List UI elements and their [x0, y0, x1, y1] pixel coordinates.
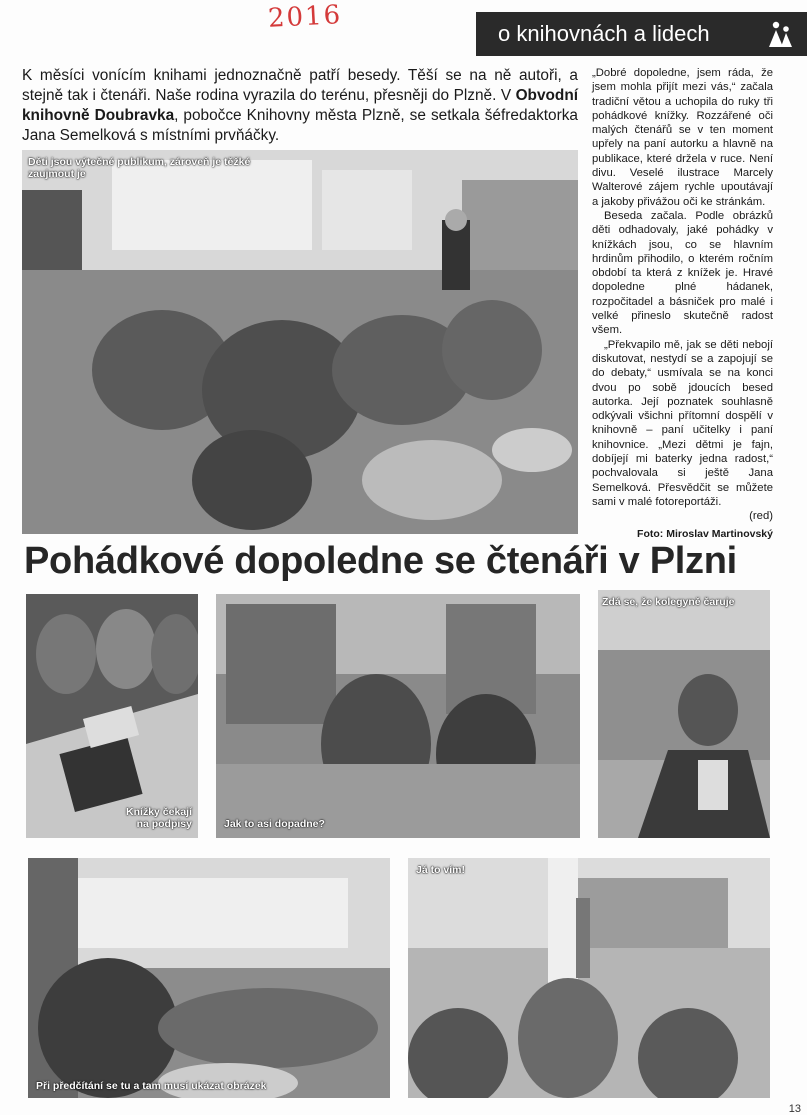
- photo-hands: [408, 858, 770, 1098]
- article-paragraph: „Dobré dopoledne, jsem ráda, že jsem mohla přijít mezi vás,“ začala tradiční větou a uchopila do ruky tři pohádkové knížky. Rozzářené oči malých čtenářů se v ten moment upřely na paní autorku a hlavně na publikace, které držela v ruce. Není divu. Veselé ilustrace Marcely Walterové zájem rychle upoutávají a jakoby přivážou oči ke stránkám.: [592, 67, 773, 208]
- page-number: 13: [788, 1103, 801, 1115]
- caption-author: Zdá se, že kolegyně čaruje: [602, 596, 735, 608]
- caption-kids: Jak to asi dopadne?: [224, 818, 325, 830]
- headline: Pohádkové dopoledne se čtenáři v Plzni: [24, 540, 737, 582]
- photo-books: [26, 594, 198, 838]
- photo-kids: [216, 594, 580, 838]
- photo-classroom: [22, 150, 578, 534]
- article-paragraph: „Překvapilo mě, jak se děti nebojí diskutovat, nestydí se a zapojují se do debaty,“ usmívala se na konci dvou po sobě jdoucích besed autorka. Její poznatek souhlasně odkývali všichni přítomní dospělí v knihovně – paní učitelky i paní knihovnice. „Mezi dětmi je fajn, dobíjejí mi baterky jedna radost,“ pochvalovala si ještě Jana Semelková. Přesvědčit se můžete sami v malé fotoreportáži.: [592, 338, 773, 508]
- lead-paragraph: [22, 66, 578, 146]
- handwritten-year: 2016: [267, 0, 343, 34]
- lead-text-2: , pobočce Knihovny města Plzně, se setkala šéfredaktorka Jana Semelková s místními prvňáčky.: [22, 107, 578, 144]
- caption-hands: Já to vím!: [416, 864, 466, 876]
- article-signature: (red): [749, 510, 773, 523]
- section-title: o knihovnách a lidech: [498, 21, 710, 46]
- article-body: [592, 66, 773, 541]
- caption-books: Knížky čekají na podpisy: [126, 806, 192, 830]
- library-name: Obvodní knihovně Doubravka: [22, 87, 578, 124]
- article-paragraph: Beseda začala. Podle obrázků děti odhadovaly, jaké pohádky v knížkách jsou, co se hlavním hrdinům přihodilo, o kterém ročním období ta která z knížek je. Hravé dopoledne plné hádanek, rozpočitadel a básniček pro malé i velké přineslo skutečně radost všem.: [592, 209, 773, 337]
- caption-main: Děti jsou výtečné publikum, zároveň je těžké zaujmout je: [28, 156, 251, 180]
- photo-author: [598, 590, 770, 838]
- people-icon: [767, 20, 793, 48]
- caption-reading: Při předčítání se tu a tam musí ukázat obrázek: [36, 1080, 267, 1092]
- lead-text-1: K měsíci vonícím knihami jednoznačně patří besedy. Těší se na ně autoři, a stejně tak i čtenáři. Naše rodina vyrazila do terénu, přesněji do Plzně. V: [22, 67, 578, 104]
- photo-credit: Foto: Miroslav Martinovský: [637, 527, 773, 540]
- photo-reading: [28, 858, 390, 1098]
- section-header: [476, 12, 807, 56]
